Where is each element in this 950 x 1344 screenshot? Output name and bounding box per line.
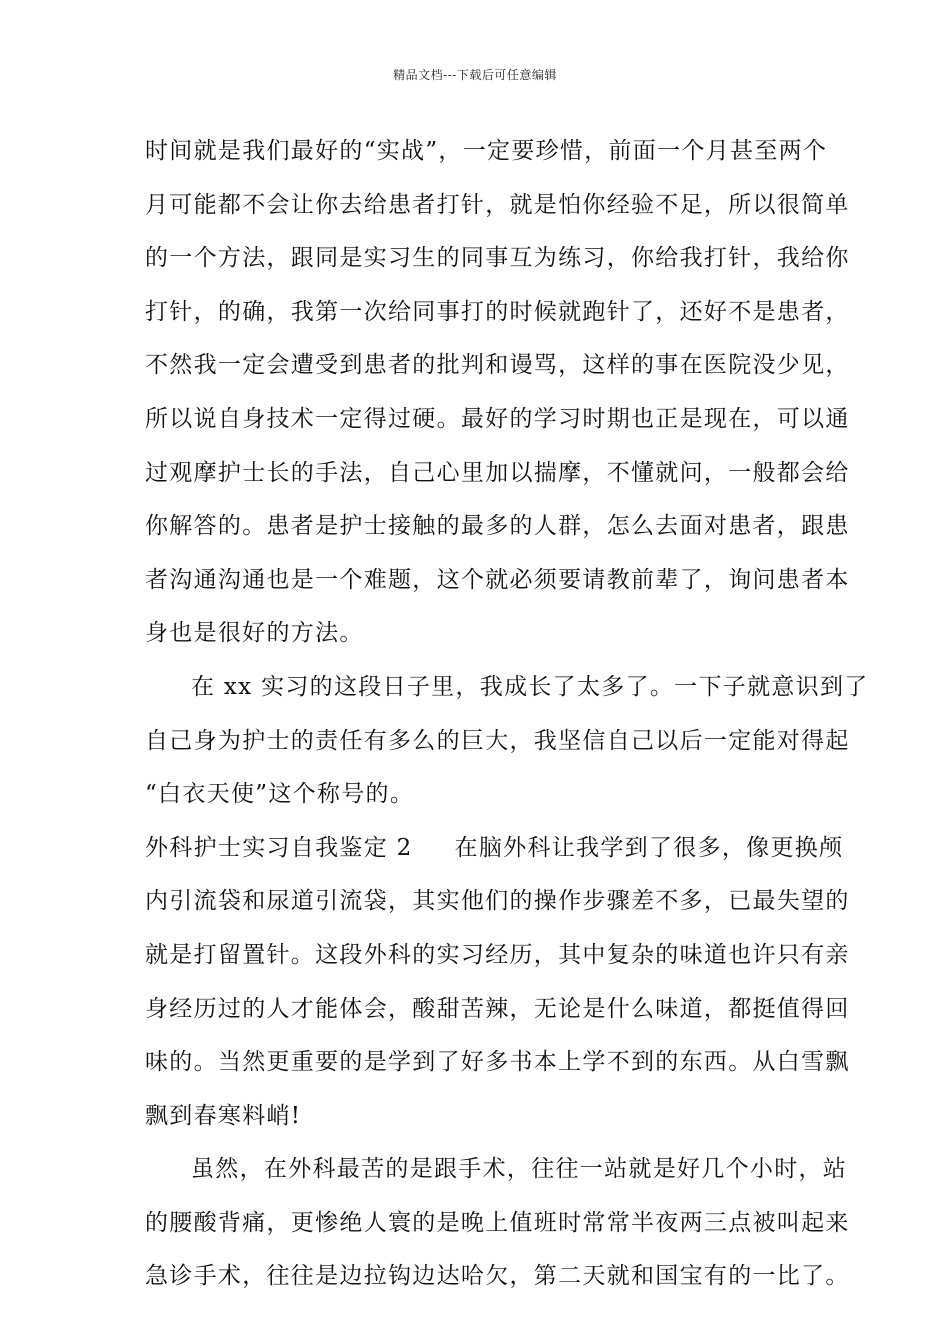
paragraph-line: 味的。当然更重要的是学到了好多书本上学不到的东西。从白雪飘 xyxy=(145,1049,850,1076)
paragraph-line: 所以说自身技术一定得过硬。最好的学习时期也正是现在，可以通 xyxy=(145,405,850,432)
paragraph-line: 身也是很好的方法。 xyxy=(145,620,364,647)
paragraph-line: 时间就是我们最好的“实战”，一定要珍惜，前面一个月甚至两个 xyxy=(145,138,828,164)
paragraph-line: 身经历过的人才能体会，酸甜苦辣，无论是什么味道，都挺值得回 xyxy=(145,995,850,1022)
paragraph-line: 的腰酸背痛，更惨绝人寰的是晚上值班时常常半夜两三点被叫起来 xyxy=(145,1209,850,1236)
paragraph-line: 打针，的确，我第一次给同事打的时候就跑针了，还好不是患者， xyxy=(145,298,850,325)
paragraph-line: 急诊手术，往往是边拉钩边达哈欠，第二天就和国宝有的一比了。 xyxy=(145,1263,850,1290)
paragraph-text: 在脑外科让我学到了很多，像更换颅 xyxy=(454,834,844,861)
paragraph-line: 内引流袋和尿道引流袋，其实他们的操作步骤差不多，已最失望的 xyxy=(145,888,850,915)
page-header: 精品文档---下载后可任意编辑 xyxy=(393,68,557,82)
paragraph-line: 过观摩护士长的手法，自己心里加以揣摩，不懂就问，一般都会给 xyxy=(145,459,850,486)
section-heading-line xyxy=(145,822,844,876)
paragraph-line: 在 xx 实习的这段日子里，我成长了太多了。一下子就意识到了 xyxy=(191,673,869,700)
paragraph-line: 你解答的。患者是护士接触的最多的人群，怎么去面对患者，跟患 xyxy=(145,513,850,540)
paragraph-line: 的一个方法，跟同是实习生的同事互为练习，你给我打针，我给你 xyxy=(145,245,850,272)
section-heading: 外科护士实习自我鉴定 2 xyxy=(145,834,413,861)
paragraph-line: 月可能都不会让你去给患者打针，就是怕你经验不足，所以很简单 xyxy=(145,191,850,218)
paragraph-line: “白衣天使”这个称号的。 xyxy=(145,781,415,808)
paragraph-line: 自己身为护士的责任有多么的巨大，我坚信自己以后一定能对得起 xyxy=(145,727,850,754)
paragraph-line: 就是打留置针。这段外科的实习经历，其中复杂的味道也许只有亲 xyxy=(145,941,850,968)
paragraph-line: 者沟通沟通也是一个难题，这个就必须要请教前辈了，询问患者本 xyxy=(145,566,850,593)
paragraph-line: 虽然，在外科最苦的是跟手术，往往一站就是好几个小时，站 xyxy=(191,1156,848,1183)
document-body xyxy=(145,125,869,1304)
paragraph-line: 飘到春寒料峭! xyxy=(145,1102,302,1129)
paragraph-line: 不然我一定会遭受到患者的批判和谩骂，这样的事在医院没少见， xyxy=(145,352,850,379)
